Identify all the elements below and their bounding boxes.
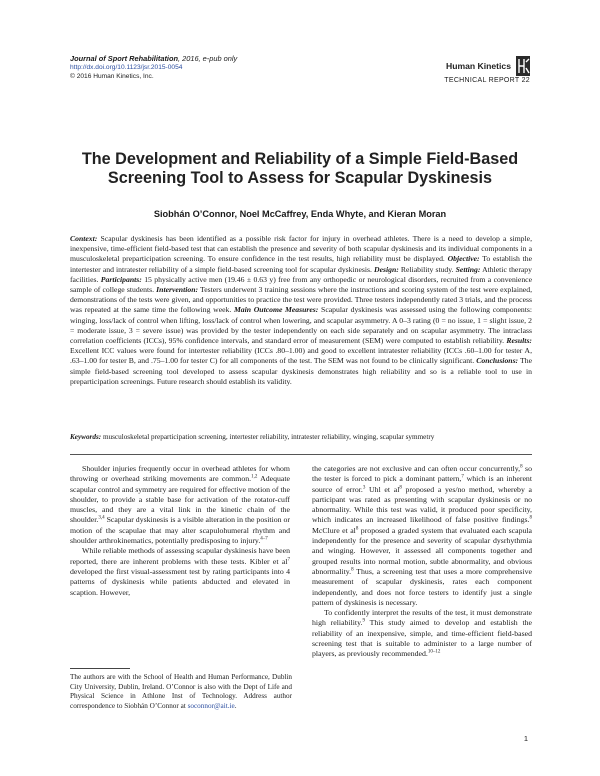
author-email-link[interactable]: soconnor@ait.ie xyxy=(187,701,235,710)
abstract-context-label: Context: xyxy=(70,234,98,243)
citation-ref: 3,4 xyxy=(98,515,105,521)
journal-name: Journal of Sport Rehabilitation xyxy=(70,54,178,63)
publisher-name: Human Kinetics xyxy=(446,61,511,71)
abstract-setting-label: Setting: xyxy=(455,264,481,274)
citation-ref: 8 xyxy=(529,515,532,521)
copyright: © 2016 Human Kinetics, Inc. xyxy=(70,73,154,80)
body-text: McClure et al xyxy=(312,525,356,535)
footnote-divider xyxy=(70,668,130,669)
abstract-objective: To establish the intertester and intratester reliability of a simple field-based screening tool for scapular dyskinesis. xyxy=(70,254,533,274)
article-type-label: TECHNICAL REPORT 22 xyxy=(444,77,530,84)
abstract-design-label: Design: xyxy=(374,264,399,274)
citation-ref: 3 xyxy=(362,485,366,490)
body-text: which is an inherent source of error. xyxy=(312,474,532,494)
body-column-right xyxy=(312,464,532,660)
doi-link[interactable]: http://dx.doi.org/10.1123/jsr.2015-0054 xyxy=(70,64,183,71)
citation-ref: 8 xyxy=(399,485,402,490)
footnote-end: . xyxy=(234,701,237,710)
citation-ref: 10–12 xyxy=(427,649,441,655)
citation-ref: 1,2 xyxy=(251,474,258,480)
body-text: the categories are not exclusive and can often occur concurrently, xyxy=(312,464,521,473)
abstract-objective-label: Objective: xyxy=(447,254,480,264)
body-paragraph xyxy=(312,608,532,659)
citation-ref: 4–7 xyxy=(260,536,268,542)
author-list: Siobhán O’Connor, Noel McCaffrey, Enda Whyte, and Kieran Moran xyxy=(153,209,447,219)
abstract-design: Reliability study. xyxy=(398,264,454,274)
publisher-block xyxy=(444,56,530,84)
citation-ref: 8 xyxy=(355,526,359,532)
keywords-text: musculoskeletal preparticipation screening, intertester reliability, intratester reliability, winging, scapular symmetry xyxy=(101,433,435,441)
citation-ref: 7 xyxy=(287,557,290,563)
abstract-context: Scapular dyskinesis has been identified as a possible risk factor for injury in overhead athletes. There is a need to develop a simple, inexpensive, time-efficient field-based test that can establish the presence and severity of both scapular dyskinesis and its individual components in a musculoskeletal preparticipation screening. To ensure confidence in the test results, high reliability must be displayed. xyxy=(70,234,532,264)
abstract-intervention-label: Intervention: xyxy=(156,285,199,295)
abstract-results: Excellent ICC values were found for intertester reliability (ICCs .80–1.00) and good to excellent intratester reliability (ICCs .60–1.00 for tester A, .63–1.00 for tester B, and .75–1.00 for tester C) for all components of the test. The SEM was not found to be clinically significant. xyxy=(70,346,532,366)
keywords xyxy=(70,432,532,442)
body-text: This study aimed to develop and establish the reliability of an inexpensive, simple, and time-efficient field-based screening test that is suitable to administer to a large number of players, as previously recommended. xyxy=(312,618,532,659)
citation-ref: 8 xyxy=(520,464,523,470)
author-footnote xyxy=(70,673,292,711)
citation-ref: 9 xyxy=(362,618,365,624)
abstract-participants: 15 physically active men (19.46 ± 0.63 y) free from any orthopedic or neurological disorders, recruited from a convenience sample of college students. xyxy=(70,274,533,295)
body-text: While reliable methods of assessing scapular dyskinesis have been reported, there are inherent problems with these tests. Kibler et al xyxy=(70,546,290,566)
page-number: 1 xyxy=(523,734,528,743)
abstract-setting: Athletic therapy facilities. xyxy=(70,264,532,284)
abstract-conclusions-label: Conclusions: xyxy=(476,356,519,366)
journal-meta: , 2016, e-pub only xyxy=(178,54,238,63)
section-divider xyxy=(70,454,532,455)
body-paragraph xyxy=(312,464,532,608)
abstract-outcome: Scapular dyskinesis was assessed using the following components: winging, loss/lack of control when lifting, loss/lack of control when lowering, and scapular asymmetry. A 0–3 rating (0 = no issue, 1 = slight issue, 2 = moderate issue, 3 = severe issue) was provided by the tester independently on each side separately and on scapular asymmetry. The intraclass correlation coefficients (ICCs), 95% confidence intervals, and standard error of measurement (SEM) were computed to establish reliability. xyxy=(70,305,532,346)
body-text: so the tester is forced to pick a dominant pattern, xyxy=(312,464,532,484)
abstract-intervention: Testers underwent 3 training sessions where the instructions and scoring system of the test were explained, demonstrations of the tests were given, and opportunities to practice the test were provided. Three testers independently rated 3 trials, and the process was repeated at the same time the following week. xyxy=(70,285,532,315)
footnote-text: The authors are with the School of Health and Human Performance, Dublin City University, Dublin, Ireland. O’Connor is also with the Dept of Life and Physical Science in Athlone Inst of Technology. Address author correspondence to Siobhán O’Connor at xyxy=(70,673,292,710)
body-column-left xyxy=(70,464,290,598)
body-text: To confidently interpret the results of the test, it must demonstrate high reliability. xyxy=(312,608,532,628)
abstract-participants-label: Participants: xyxy=(100,274,142,284)
body-text: proposed a graded system that evaluated each scapula independently for the presence and severity of scapular dysrhythmia and winging. However, it assessed all components together and grouped results into normal motion, subtle abnormality, and obvious abnormality. xyxy=(312,525,533,576)
body-paragraph xyxy=(70,464,290,546)
abstract-conclusions: The simple field-based screening tool developed to assess scapular dyskinesis demonstrates high reliability and so is a reliable tool to use in preparticipation screenings. Future research should establish its validity. xyxy=(70,356,533,386)
keywords-label: Keywords: xyxy=(70,433,102,441)
citation-ref: 8 xyxy=(351,567,354,573)
abstract-outcome-label: Main Outcome Measures: xyxy=(233,305,319,315)
body-text: developed the first visual-assessment test by rating participants into 4 patterns of dyskinesis while patients abducted and elevated in scaption. However, xyxy=(70,566,290,597)
body-text: proposed a yes/no method, whereby a participant was rated as presenting with scapular dyskinesis or no abnormality. While this test was valid, it produced poor specificity, which indicates an increased likelihood of false positive findings. xyxy=(312,484,532,525)
body-text: Thus, a screening test that uses a more comprehensive measurement of scapular dyskinesis, rates each component independently, and does not force testers to identify just a single pattern of dyskinesis is necessary. xyxy=(312,566,532,607)
article-title: The Development and Reliability of a Simple Field-Based Screening Tool to Assess for Scapular Dyskinesis xyxy=(81,150,519,187)
abstract-results-label: Results: xyxy=(506,336,532,346)
body-paragraph xyxy=(70,546,290,597)
body-text: Uhl et al xyxy=(365,484,400,494)
body-text: Shoulder injuries frequently occur in overhead athletes for whom throwing or overhead striking movements are common. xyxy=(70,464,290,484)
human-kinetics-logo-icon xyxy=(516,56,530,76)
abstract xyxy=(70,234,532,387)
body-text: Scapular dyskinesis is a visible alteration in the position or motion of the scapulae that may alter scapulohumeral rhythm and shoulder arthrokinematics, potentially predisposing to injury. xyxy=(70,515,290,546)
body-text: Adequate scapular control and symmetry are required for effective motion of the shoulder, to provide a stable base for activation of the rotator-cuff muscles, and they are a vital link in the kinetic chain of the shoulder. xyxy=(70,474,290,525)
citation-ref: 7 xyxy=(461,474,464,480)
